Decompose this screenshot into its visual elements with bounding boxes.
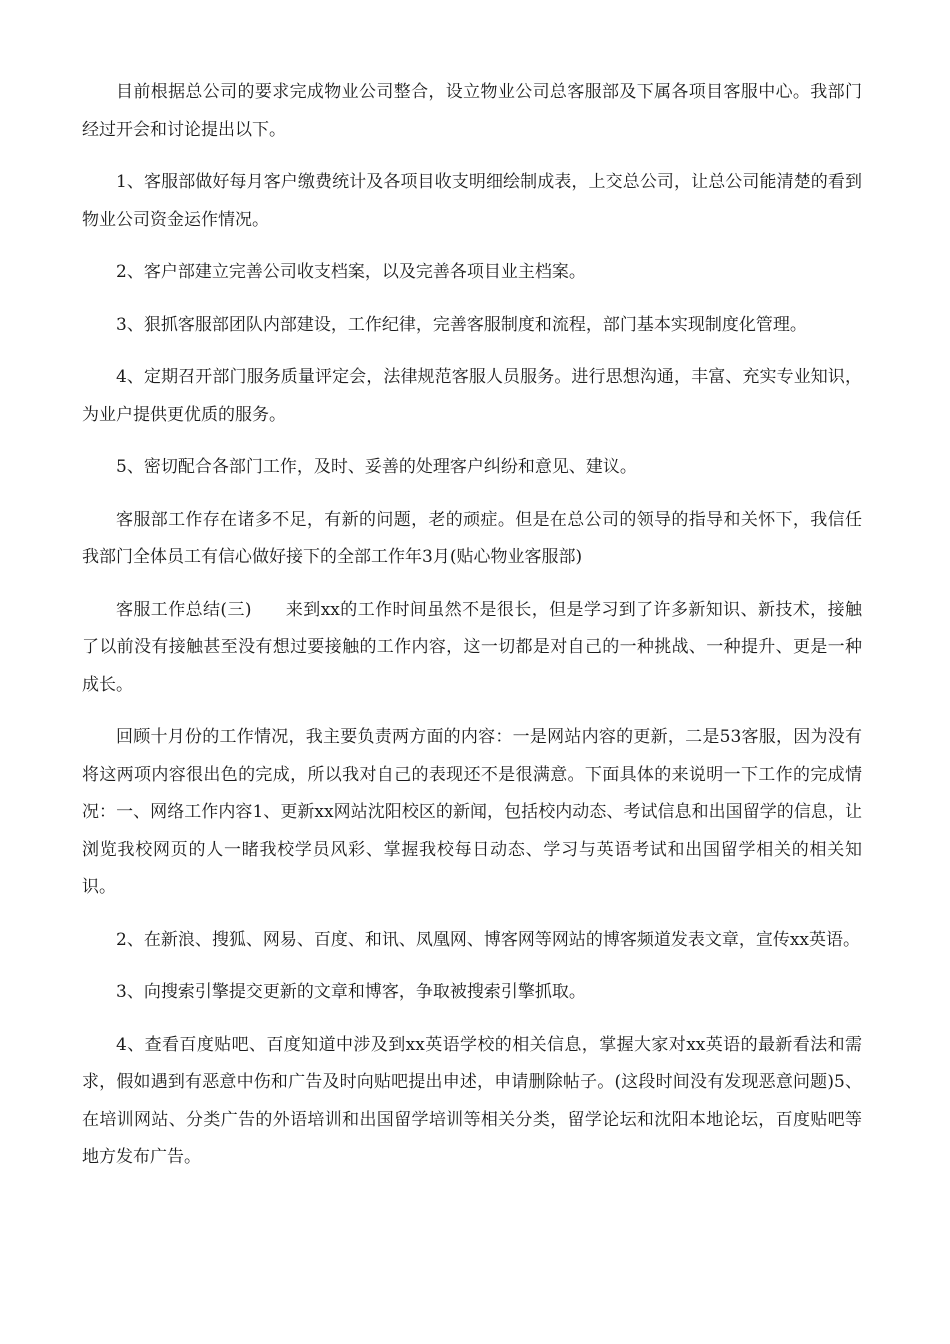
paragraph-work-3: 3、向搜索引擎提交更新的文章和博客，争取被搜索引擎抓取。 (116, 982, 586, 1002)
paragraph-work-2: 2、在新浪、搜狐、网易、百度、和讯、凤凰网、博客网等网站的博客频道发表文章，宣传xx英语。 (116, 929, 860, 950)
paragraph-work-4: 4、查看百度贴吧、百度知道中涉及到xx英语学校的相关信息，掌握大家对xx英语的最新看法和需求，假如遇到有恶意中伤和广告及时向贴吧提出申述，申请删除帖子。(这段时间没有发现恶意问题)5、在培训网站、分类广告的外语培训和出国留学培训等相关分类，留学论坛和沈阳本地论坛，百度贴吧等地方发布广告。 (82, 1034, 862, 1167)
paragraph-item-1: 1、客服部做好每月客户缴费统计及各项目收支明细绘制成表，上交总公司，让总公司能清楚的看到物业公司资金运作情况。 (82, 172, 862, 230)
paragraph-conclusion: 客服部工作存在诸多不足，有新的问题，老的顽症。但是在总公司的领导的指导和关怀下，我信任我部门全体员工有信心做好接下的全部工作年3月(贴心物业客服部) (82, 509, 862, 567)
section-heading: 客服工作总结(三) (116, 599, 252, 620)
paragraph-item-4: 4、定期召开部门服务质量评定会，法律规范客服人员服务。进行思想沟通，丰富、充实专业知识，为业户提供更优质的服务。 (82, 367, 862, 425)
section-intro-text: 来到xx的工作时间虽然不是很长，但是学习到了许多新知识、新技术，接触了以前没有接触甚至没有想过要接触的工作内容，这一切都是对自己的一种挑战、一种提升、更是一种成长。 (82, 599, 862, 695)
paragraph-item-5: 5、密切配合各部门工作，及时、妥善的处理客户纠纷和意见、建议。 (116, 457, 637, 477)
paragraph-intro: 目前根据总公司的要求完成物业公司整合，设立物业公司总客服部及下属各项目客服中心。我部门经过开会和讨论提出以下。 (82, 82, 862, 140)
document-body (82, 74, 862, 1192)
paragraph-item-2: 2、客户部建立完善公司收支档案，以及完善各项目业主档案。 (116, 262, 586, 282)
paragraph-item-3: 3、狠抓客服部团队内部建设，工作纪律，完善客服制度和流程，部门基本实现制度化管理。 (116, 314, 807, 335)
section-paragraph (82, 592, 862, 705)
paragraph-review: 回顾十月份的工作情况，我主要负责两方面的内容：一是网站内容的更新，二是53客服，因为没有将这两项内容很出色的完成，所以我对自己的表现还不是很满意。下面具体的来说明一下工作的完成情况：一、网络工作内容1、更新xx网站沈阳校区的新闻，包括校内动态、考试信息和出国留学的信息，让浏览我校网页的人一睹我校学员风彩、掌握我校每日动态、学习与英语考试和出国留学相关的相关知识。 (82, 727, 862, 897)
